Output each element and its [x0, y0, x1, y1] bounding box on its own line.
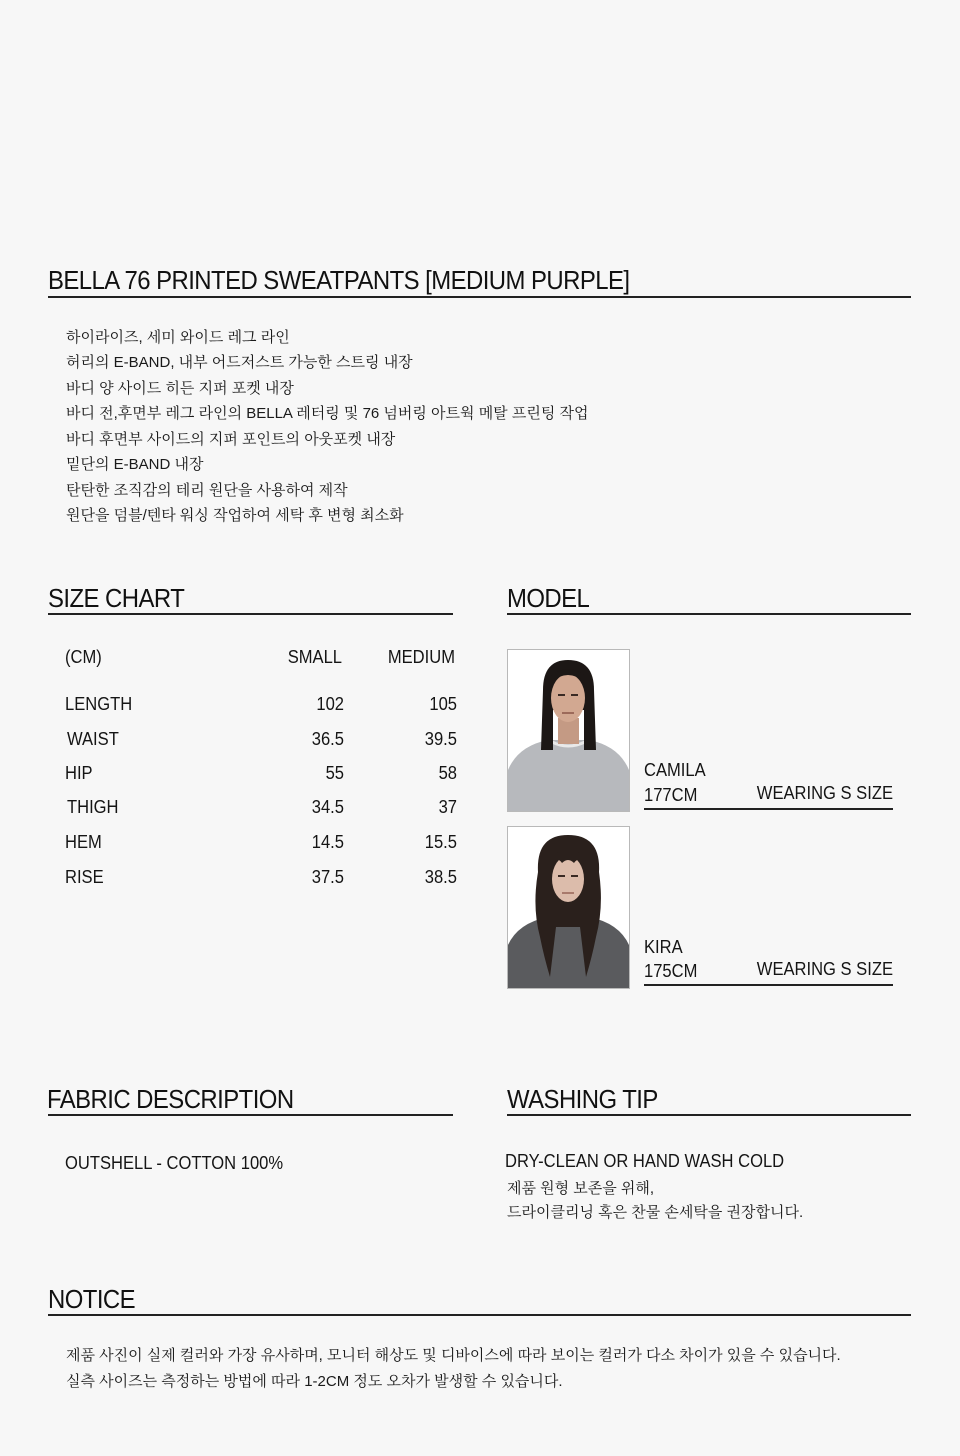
washing-heading: WASHING TIP [507, 1084, 658, 1114]
row-label-waist: WAIST [67, 729, 119, 749]
cell-medium: 58 [438, 763, 457, 783]
model-heading: MODEL [507, 583, 590, 613]
model-divider [644, 984, 893, 986]
row-label-rise: RISE [65, 867, 104, 887]
notice-divider [48, 1314, 911, 1316]
cell-small: 102 [316, 694, 344, 714]
size-chart-heading: SIZE CHART [48, 583, 185, 613]
cell-small: 34.5 [311, 797, 344, 817]
cell-medium: 39.5 [424, 729, 457, 749]
description-line: 원단을 덤블/텐타 워싱 작업하여 세탁 후 변형 최소화 [66, 507, 404, 524]
column-header-small: SMALL [287, 647, 342, 667]
unit-label: (CM) [65, 647, 102, 667]
model-top [508, 917, 629, 988]
cell-small: 37.5 [311, 867, 344, 887]
cell-small: 14.5 [311, 832, 344, 852]
column-header-medium: MEDIUM [387, 647, 455, 667]
washing-divider [507, 1114, 911, 1116]
model-divider [644, 808, 893, 810]
notice-line: 제품 사진이 실제 컬러와 가장 유사하며, 모니터 해상도 및 디바이스에 따라 보이는 컬러가 다소 차이가 있을 수 있습니다. [66, 1347, 841, 1364]
washing-main: DRY-CLEAN OR HAND WASH COLD [505, 1151, 785, 1171]
model-wearing-size: WEARING S SIZE [756, 783, 893, 803]
cell-small: 55 [325, 763, 344, 783]
washing-line: 드라이클리닝 혹은 찬물 손세탁을 권장합니다. [507, 1204, 804, 1221]
model-height: 177CM [644, 785, 698, 805]
description-line: 바디 후면부 사이드의 지퍼 포인트의 아웃포켓 내장 [66, 431, 396, 448]
product-title: BELLA 76 PRINTED SWEATPANTS [MEDIUM PURPLE] [48, 265, 630, 295]
cell-small: 36.5 [311, 729, 344, 749]
size-chart-divider [48, 613, 453, 615]
model-wearing-size: WEARING S SIZE [756, 959, 893, 979]
model-height: 175CM [644, 961, 698, 981]
description-line: 밑단의 E-BAND 내장 [66, 456, 204, 473]
description-line: 하이라이즈, 세미 와이드 레그 라인 [66, 329, 290, 346]
row-label-hem: HEM [65, 832, 102, 852]
notice-heading: NOTICE [48, 1284, 136, 1314]
description-line: 탄탄한 조직감의 테리 원단을 사용하여 제작 [66, 482, 348, 499]
cell-medium: 15.5 [424, 832, 457, 852]
model-photo-kira [507, 826, 630, 989]
cell-medium: 105 [429, 694, 457, 714]
fabric-text: OUTSHELL - COTTON 100% [65, 1153, 284, 1173]
row-label-length: LENGTH [65, 694, 133, 714]
cell-medium: 37 [438, 797, 457, 817]
model-name: KIRA [644, 937, 683, 957]
notice-line: 실측 사이즈는 측정하는 방법에 따라 1-2CM 정도 오차가 발생할 수 있습니다. [66, 1373, 563, 1390]
cell-medium: 38.5 [424, 867, 457, 887]
title-divider [48, 296, 911, 298]
description-line: 바디 양 사이드 히든 지퍼 포켓 내장 [66, 380, 294, 397]
fabric-divider [48, 1114, 453, 1116]
description-line: 허리의 E-BAND, 내부 어드저스트 가능한 스트링 내장 [66, 354, 413, 371]
fabric-heading: FABRIC DESCRIPTION [47, 1084, 294, 1114]
model-photo-camila [507, 649, 630, 812]
washing-line: 제품 원형 보존을 위해, [507, 1180, 655, 1197]
model-name: CAMILA [644, 760, 706, 780]
row-label-thigh: THIGH [67, 797, 119, 817]
model-top [508, 740, 629, 811]
row-label-hip: HIP [65, 763, 93, 783]
description-line: 바디 전,후면부 레그 라인의 BELLA 레터링 및 76 넘버링 아트웍 메탈 프린팅 작업 [66, 405, 589, 422]
model-divider [507, 613, 911, 615]
